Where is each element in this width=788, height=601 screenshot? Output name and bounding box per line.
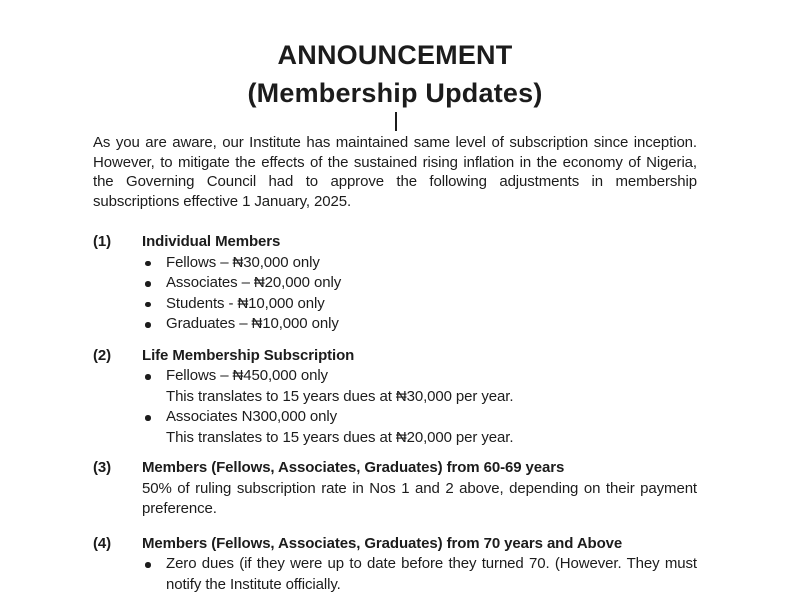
list-item-text: Associates – ₦20,000 only: [166, 274, 342, 291]
bullet-icon: [142, 314, 166, 335]
list-item: [142, 294, 697, 315]
section-life-membership: [93, 346, 697, 449]
list-item-text: Associates N300,000 only: [166, 408, 338, 425]
list-item-text: Fellows – ₦450,000 only: [166, 367, 328, 384]
list-item: [142, 273, 697, 294]
intro-paragraph: As you are aware, our Institute has maintained same level of subscription since inception. However, to mitigate the effects of the sustained rising inflation in the economy of Nigeria, the Governing Council had to approve the following adjustments in membership subscriptions effective 1 January, 2025.: [93, 134, 697, 210]
list-item: [142, 314, 697, 335]
bullet-icon: [142, 366, 166, 387]
section-heading: Life Membership Subscription: [142, 346, 355, 364]
list-item-text: Fellows – ₦30,000 only: [166, 253, 320, 271]
section-individual-members: [93, 232, 697, 335]
section-body: 50% of ruling subscription rate in Nos 1 and 2 above, depending on their payment preference.: [142, 479, 697, 517]
bullet-icon: [142, 253, 166, 274]
section-number: (1): [93, 233, 112, 250]
section-heading: Members (Fellows, Associates, Graduates) from 70 years and Above: [142, 534, 623, 552]
list-item: [142, 366, 697, 387]
section-number: (3): [93, 459, 112, 476]
bullet-icon: [142, 554, 166, 595]
page-subtitle: (Membership Updates): [247, 78, 543, 108]
list-item-text: Zero dues (if they were up to date before they turned 70. (However. They must notify the Institute officially.: [166, 555, 697, 593]
section-members-60-69: [93, 458, 697, 520]
bullet-icon: [142, 294, 166, 315]
section-number: (4): [93, 534, 112, 552]
page-title: ANNOUNCEMENT: [277, 40, 513, 70]
text-cursor: [395, 112, 397, 131]
list-item: [142, 253, 697, 274]
bullet-icon: [142, 273, 166, 294]
list-item-text: Graduates – ₦10,000 only: [166, 315, 339, 332]
section-members-70-above: [93, 534, 697, 596]
section-number: (2): [93, 346, 112, 364]
list-item-subtext: This translates to 15 years dues at ₦20,000 per year.: [166, 428, 514, 446]
list-item-subtext: This translates to 15 years dues at ₦30,000 per year.: [166, 387, 514, 405]
section-heading: Individual Members: [142, 233, 281, 250]
section-heading: Members (Fellows, Associates, Graduates) from 60-69 years: [142, 459, 565, 476]
list-item: [142, 407, 697, 428]
list-item-text: Students - ₦10,000 only: [166, 294, 325, 312]
list-item: [142, 554, 697, 595]
bullet-icon: [142, 407, 166, 428]
